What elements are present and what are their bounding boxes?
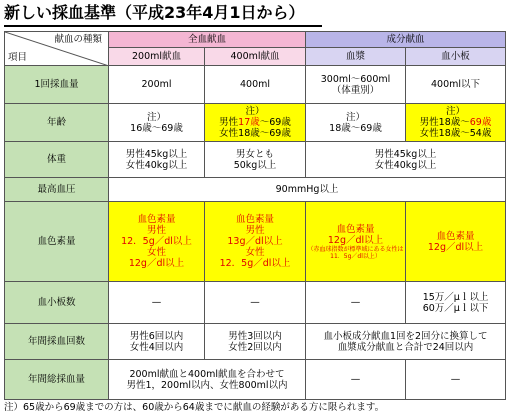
weight-400-line1: 男女とも: [236, 148, 275, 160]
cell-count-400: [205, 324, 306, 360]
hb-plasma-note: （赤血球指数が標準域にある女性は11．5g／dl以上）: [307, 245, 404, 260]
count-200-female: 女性4回以内: [129, 341, 184, 353]
age-400-male-changed: 17歳: [238, 117, 260, 128]
volume-plasma-line2: （体重別）: [331, 84, 380, 96]
hb-platelet-line1: 血色素量: [436, 230, 475, 242]
title-underline: [4, 25, 322, 27]
age-200-note: 注）: [146, 111, 166, 123]
cell-age-plasma: [306, 104, 406, 142]
cell-total-plasma: —: [306, 360, 406, 400]
weight-component-female: 女性40kg以上: [374, 159, 437, 171]
cell-count-200: [109, 324, 205, 360]
weight-200-female: 女性40kg以上: [125, 159, 188, 171]
cell-volume-400: 400ml: [205, 66, 306, 104]
cell-bp: 90mmHg以上: [109, 178, 506, 202]
total-whole-line1: 200ml献血と400ml献血を合わせて: [129, 368, 285, 380]
hb-400-line2: 男性: [245, 225, 265, 236]
row-label-weight: 体重: [5, 142, 109, 178]
header-item: 項目: [8, 52, 28, 63]
count-component-line1: 血小板成分献血1回を2回分に換算して: [323, 330, 488, 342]
plt-platelet-max: 60万／μｌ以下: [422, 302, 489, 314]
cell-weight-400: [205, 142, 306, 178]
cell-total-platelet: —: [406, 360, 506, 400]
hb-200-line5: 12g／dl以上: [128, 258, 185, 269]
cell-plt-plasma: —: [306, 282, 406, 324]
hb-200-line2: 男性: [146, 225, 166, 236]
age-platelet-note: 注）: [446, 106, 466, 117]
hb-400-line5: 12．5g／dl以上: [219, 258, 291, 269]
weight-200-male: 男性45kg以上: [125, 148, 188, 160]
age-platelet-female: 女性18歳～54歳: [419, 128, 492, 139]
age-plasma-range: 18歳～69歳: [329, 122, 382, 134]
age-400-male-b: ～69歳: [259, 117, 291, 128]
count-400-female: 女性2回以内: [228, 341, 282, 353]
volume-plasma-line1: 300ml～600ml: [320, 73, 391, 85]
cell-hb-plasma: [306, 202, 406, 282]
hb-platelet-line2: 12g／dl以上: [427, 241, 484, 253]
count-component-line2: 血漿成分献血と合計で24回以内: [337, 341, 474, 353]
cell-volume-200: 200ml: [109, 66, 205, 104]
header-component: 成分献血: [306, 32, 506, 48]
row-label-platelet-count: 血小板数: [5, 282, 109, 324]
count-400-male: 男性3回以内: [228, 330, 282, 342]
cell-plt-platelet: [406, 282, 506, 324]
cell-count-component: [306, 324, 506, 360]
hb-plasma-line2: 12g／dl以上: [327, 234, 384, 246]
hb-200-line3: 12．5g／dl以上: [121, 236, 192, 247]
row-label-hb: 血色素量: [5, 202, 109, 282]
cell-age-200: [109, 104, 205, 142]
cell-age-400: [205, 104, 306, 142]
age-plasma-note: 注）: [346, 111, 366, 123]
hb-200-line4: 女性: [146, 247, 166, 258]
age-400-female: 女性18歳～69歳: [219, 128, 291, 139]
row-label-age: 年齢: [5, 104, 109, 142]
weight-component-male: 男性45kg以上: [374, 148, 437, 160]
cell-age-platelet: [406, 104, 506, 142]
header-platelet: 血小板: [406, 48, 506, 66]
cell-volume-plasma: [306, 66, 406, 104]
age-400-male-a: 男性: [219, 117, 239, 128]
row-label-volume: 1回採血量: [5, 66, 109, 104]
age-platelet-male-a: 男性18歳～: [419, 117, 470, 128]
hb-200-line1: 血色素量: [137, 214, 176, 225]
cell-plt-400: —: [205, 282, 306, 324]
cell-hb-platelet: [406, 202, 506, 282]
cell-hb-400: [205, 202, 306, 282]
row-label-bp: 最高血圧: [5, 178, 109, 202]
header-corner-cell: [5, 32, 109, 66]
cell-total-whole: [109, 360, 306, 400]
cell-volume-platelet: 400ml以下: [406, 66, 506, 104]
age-200-range: 16歳～69歳: [130, 122, 183, 134]
header-whole-blood: 全血献血: [109, 32, 306, 48]
header-400ml: 400ml献血: [205, 48, 306, 66]
header-200ml: 200ml献血: [109, 48, 205, 66]
hb-400-line3: 13g／dl以上: [227, 236, 283, 247]
weight-400-line2: 50kg以上: [233, 159, 277, 171]
cell-plt-200: —: [109, 282, 205, 324]
hb-plasma-line1: 血色素量: [336, 223, 375, 235]
page-title: 新しい採血基準（平成23年4月1日から）: [4, 3, 305, 22]
row-label-annual-count: 年間採血回数: [5, 324, 109, 360]
plt-platelet-min: 15万／μｌ以上: [422, 291, 489, 303]
age-400-note: 注）: [245, 106, 265, 117]
hb-400-line4: 女性: [245, 247, 265, 258]
header-plasma: 血漿: [306, 48, 406, 66]
blood-donation-criteria-table: [4, 31, 506, 400]
footnote: 注）65歳から69歳までの方は、60歳から64歳までに献血の経験がある方に限られます。: [4, 402, 385, 413]
age-platelet-male-changed: 69歳: [469, 117, 492, 128]
cell-hb-200: [109, 202, 205, 282]
row-label-annual-total: 年間総採血量: [5, 360, 109, 400]
total-whole-line2: 男性1，200ml以内、女性800ml以内: [126, 379, 288, 391]
cell-weight-component: [306, 142, 506, 178]
cell-weight-200: [109, 142, 205, 178]
hb-400-line1: 血色素量: [236, 214, 275, 225]
count-200-male: 男性6回以内: [129, 330, 184, 342]
header-donation-type: 献血の種類: [54, 34, 102, 45]
